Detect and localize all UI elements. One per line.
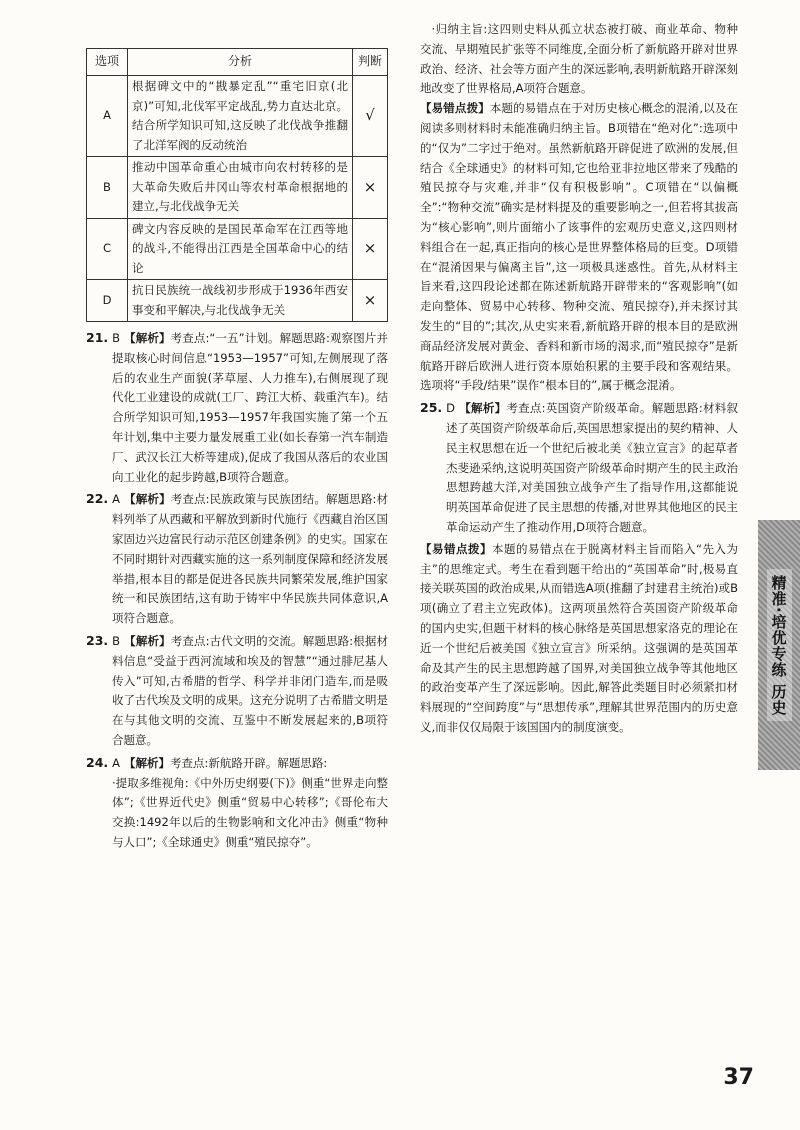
analysis-tag: 【解析】 [124,755,171,770]
answer-text: 考查点:“一五”计划。解题思路:观察图片并提取核心时间信息“1953—1957”可知,左侧展现了落后的农业生产面貌(茅草屋、人力推车),右侧展现了现代化工业建设的成就(工厂、跨江大桥、载重汽车)。结合所学知识可知,1953—1957年我国实施了第一个五年计划,集中主要力量发展重工业(如长春第一汽车制造厂、武汉长江大桥等建成),促成了我国从落后的农业国向工业化的起步跨越,B项符合题意。 [112,331,389,484]
side-tab [758,520,800,770]
check-icon: √ [353,76,388,157]
analysis-tag: 【解析】 [124,492,171,507]
option-cell: C [87,218,128,280]
table-header-row [87,49,388,76]
header-option: 选项 [87,49,128,76]
answer-text: 考查点:新航路开辟。解题思路: [170,755,328,770]
error-tip-text: 本题的易错点在于对历史核心概念的混淆,以及在阅读多则材料时未能准确归纳主旨。B项错在“绝对化”:选项中的“仅为”二字过于绝对。虽然新航路开辟促进了欧洲的发展,但结合《全球通史》的材料可知,它也给亚非拉地区带来了残酷的殖民掠夺与灾难,并非“仅有积极影响”。C项错在“以偏概全”:“物种交流”确实是材料提及的重要影响之一,但若将其拔高为“核心影响”,则片面缩小了该事件的宏观历史意义,这四则材料组合在一起,真正指向的核心是世界整体格局的巨变。D项错在“混淆因果与偏离主旨”,这一项极具迷惑性。首先,从材料主旨来看,这四段论述都在陈述新航路开辟带来的“客观影响”(如走向整体、贸易中心转移、物种交流、殖民掠夺),并未探讨其发生的“目的”;其次,从史实来看,新航路开辟的根本目的是欧洲商品经济发展对黄金、香料和新市场的渴求,而“殖民掠夺”是新航路开辟后欧洲人进行资本原始积累的主要手段和客观结果。选项将“手段/结果”误作“根本目的”,属于概念混淆。 [420,101,739,393]
answer-text: 考查点:古代文明的交流。解题思路:根据材料信息“受益于西河流域和埃及的智慧”“通过腓尼基人传入”可知,古希腊的哲学、科学并非闭门造车,而是吸收了古代埃及文明的成果。这充分说明了古希腊文明是在与其他文明的交流、互鉴中不断发展起来的,B项符合题意。 [112,633,389,747]
table-row [87,280,388,322]
answer-24 [86,753,388,853]
answer-22 [86,489,388,629]
table-row [87,76,388,157]
answer-24-perspectives: ·提取多维视角:《中外历史纲要(下)》侧重“世界走向整体”;《世界近代史》侧重“贸易中心转移”;《哥伦布大交换:1492年以后的生物影响和文化冲击》侧重“物种与人口”;《全球通史》侧重“殖民掠夺”。 [112,775,388,849]
error-tip-24 [420,99,738,396]
error-tip-tag: 【易错点拨】 [420,101,490,116]
side-tab-label: 精准·培优专练 历史 [767,569,792,722]
left-column [86,48,388,853]
answer-21 [86,328,388,487]
option-cell: A [87,76,128,157]
table-row [87,157,388,219]
answer-letter: D [446,401,456,416]
error-tip-25 [420,540,738,738]
answer-23 [86,631,388,751]
option-cell: B [87,157,128,219]
analysis-tag: 【解析】 [124,633,171,648]
answer-letter: B [112,633,121,648]
question-number: 21. [86,330,109,345]
page-number: 37 [723,1065,754,1090]
error-tip-text: 本题的易错点在于脱离材料主旨而陷入“先入为主”的思维定式。考生在看到题干给出的“英国革命”时,极易直接关联英国的政治成果,从而错选A项(推翻了封建君主统治)或B项(确立了君主立宪政体)。这两项虽然符合英国资产阶级革命的国内史实,但题干材料的核心脉络是英国思想家洛克的理论在近一个世纪后被美国《独立宣言》所采纳。这强调的是英国革命及其产生的民主思想跨越了国界,对美国独立战争等其他地区的政治变革产生了深远影响。因此,解答此类题目时必须紧扣材料展现的“空间跨度”与“思想传承”,理解其世界范围内的历史意义,而非仅仅局限于该国国内的制度演变。 [420,541,738,734]
error-tip-tag: 【易错点拨】 [420,541,493,556]
analysis-cell: 根据碑文中的“戡暴定乱”“重宅旧京(北京)”可知,北伐军平定战乱,势力直达北京。结合所学知识可知,这反映了北伐战争推翻了北洋军阀的反动统治 [128,76,353,157]
cross-icon: × [353,218,388,280]
answer-letter: A [112,492,121,507]
answer-text: 考查点:民族政策与民族团结。解题思路:材料列举了从西藏和平解放到新时代施行《西藏自治区国家固边兴边富民行动示范区创建条例》的史实。国家在不同时期针对西藏实施的这一系列制度保障和经济发展举措,根本目的都是促进各民族共同繁荣发展,维护国家统一和民族团结,这有助于铸牢中华民族共同体意识,A项符合题意。 [112,492,388,626]
cross-icon: × [353,157,388,219]
answer-letter: B [112,331,121,345]
analysis-tag: 【解析】 [459,401,507,416]
analysis-cell: 碑文内容反映的是国民革命军在江西等地的战斗,不能得出江西是全国革命中心的结论 [128,218,353,280]
header-analysis: 分析 [128,49,353,76]
answer-text: 考查点:英国资产阶级革命。解题思路:材料叙述了英国资产阶级革命后,英国思想家提出的契约精神、人民主权思想在近一个世纪后被北美《独立宣言》的起草者杰斐逊采纳,这说明英国资产阶级革命时期产生的民主政治思想跨越大洋,对美国独立战争产生了指导作用,这都能说明英国革命促进了民主思想的传播,对世界其他地区的民主革命运动产生了推动作用,D项符合题意。 [446,401,739,534]
summary-paragraph: ·归纳主旨:这四则史料从孤立状态被打破、商业革命、物种交流、早期殖民扩张等不同维度,全面分析了新航路开辟对世界政治、经济、社会等方面产生的深远影响,表明新航路开辟深刻地改变了世界格局,A项符合题意。 [420,22,738,96]
analysis-tag: 【解析】 [124,331,171,345]
question-number: 24. [86,754,109,770]
question-number: 23. [86,632,109,648]
cross-icon: × [353,280,388,322]
table-row [87,218,388,280]
analysis-cell: 抗日民族统一战线初步形成于1936年西安事变和平解决,与北伐战争无关 [128,280,353,322]
question-number: 22. [86,491,109,507]
header-judgment: 判断 [353,49,388,76]
right-column [420,20,738,738]
option-cell: D [87,280,128,322]
analysis-table [86,48,388,322]
analysis-cell: 推动中国革命重心由城市向农村转移的是大革命失败后井冈山等农村革命根据地的建立,与北伐战争无关 [128,157,353,219]
answer-25 [420,398,738,538]
question-number: 25. [420,400,443,416]
answer-letter: A [112,755,121,770]
